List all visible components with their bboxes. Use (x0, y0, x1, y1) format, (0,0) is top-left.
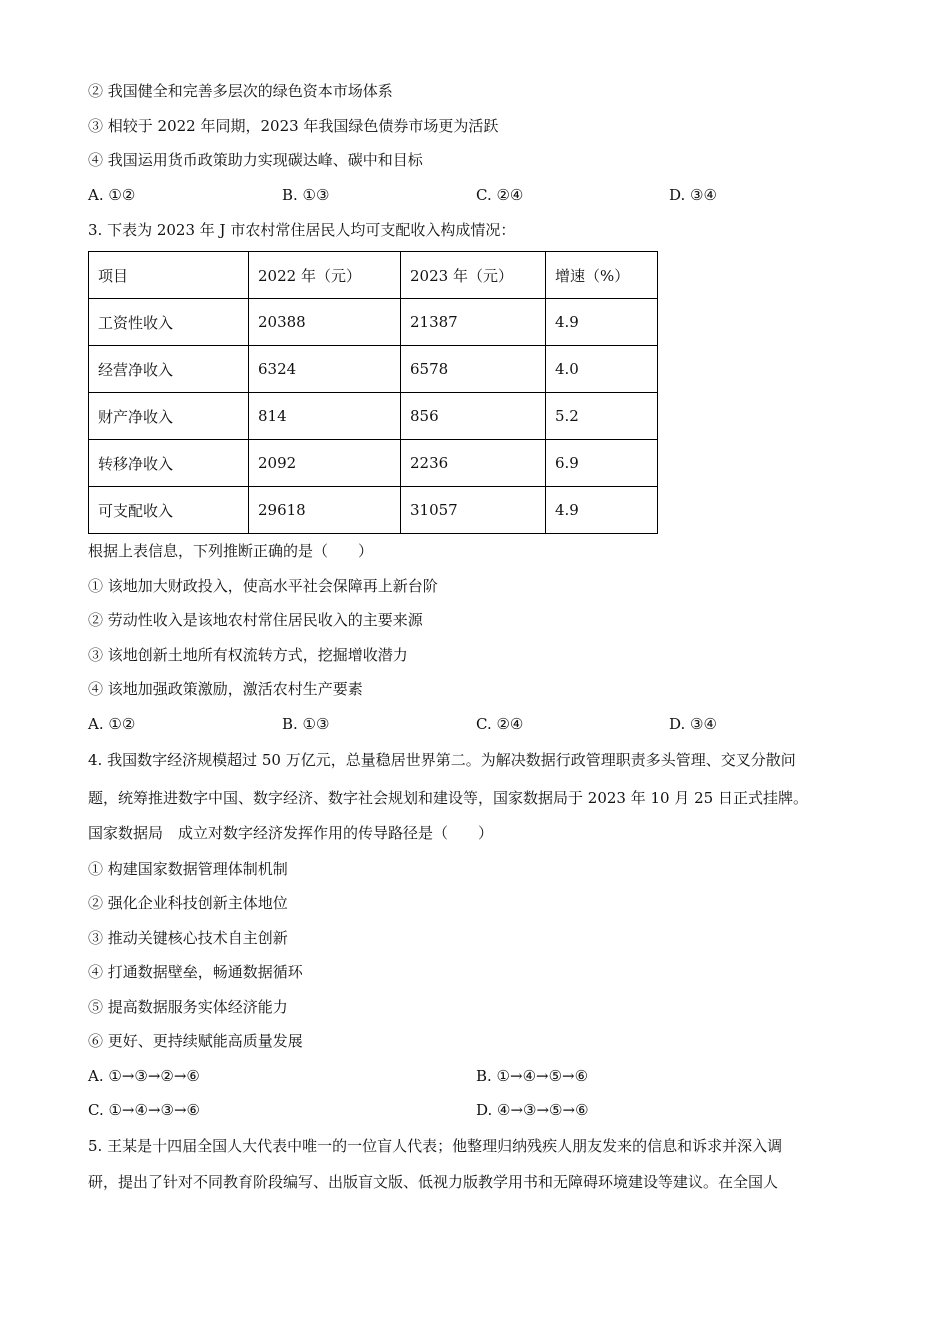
table-cell: 4.9 (546, 299, 658, 346)
q4-choice-a: A. ①→③→②→⑥ (88, 1067, 200, 1085)
table-cell: 财产净收入 (89, 393, 249, 440)
q5-stem-line-1: 5. 王某是十四届全国人大代表中唯一的一位盲人代表；他整理归纳残疾人朋友发来的信息和诉求并深入调 (88, 1137, 783, 1155)
q3-choice-b: B. ①③ (282, 715, 330, 733)
q4-option-3: ③ 推动关键核心技术自主创新 (88, 929, 288, 947)
q3-option-3: ③ 该地创新土地所有权流转方式，挖掘增收潜力 (88, 646, 408, 664)
table-row (89, 346, 658, 393)
table-cell: 工资性收入 (89, 299, 249, 346)
q3-choice-a: A. ①② (88, 715, 136, 733)
prev-option-4: ④ 我国运用货币政策助力实现碳达峰、碳中和目标 (88, 151, 423, 169)
table-cell: 2092 (249, 440, 401, 487)
table-header: 2022 年（元） (249, 252, 401, 299)
q4-stem-line-3: 国家数据局 成立对数字经济发挥作用的传导路径是（ ） (88, 824, 494, 842)
table-cell: 可支配收入 (89, 487, 249, 534)
table-cell: 6.9 (546, 440, 658, 487)
table-cell: 814 (249, 393, 401, 440)
q4-option-1: ① 构建国家数据管理体制机制 (88, 860, 288, 878)
q5-stem-line-2: 研，提出了针对不同教育阶段编写、出版盲文版、低视力版教学用书和无障碍环境建设等建议。在全国人 (88, 1173, 779, 1191)
table-row (89, 440, 658, 487)
table-cell: 6324 (249, 346, 401, 393)
table-cell: 2236 (401, 440, 546, 487)
q4-stem-line-1: 4. 我国数字经济规模超过 50 万亿元，总量稳居世界第二。为解决数据行政管理职责多头管理、交叉分散问 (88, 751, 796, 769)
prev-choice-a: A. ①② (88, 186, 136, 204)
q3-stem: 3. 下表为 2023 年 J 市农村常住居民人均可支配收入构成情况： (88, 221, 516, 239)
q3-choice-d: D. ③④ (669, 715, 717, 733)
q3-option-4: ④ 该地加强政策激励，激活农村生产要素 (88, 680, 363, 698)
prev-choice-d: D. ③④ (669, 186, 717, 204)
table-cell: 转移净收入 (89, 440, 249, 487)
table-header-row (89, 252, 658, 299)
q4-option-4: ④ 打通数据壁垒，畅通数据循环 (88, 963, 303, 981)
q4-choice-d: D. ④→③→⑤→⑥ (476, 1101, 589, 1119)
q4-option-6: ⑥ 更好、更持续赋能高质量发展 (88, 1032, 303, 1050)
prev-option-2: ② 我国健全和完善多层次的绿色资本市场体系 (88, 82, 393, 100)
table-cell: 29618 (249, 487, 401, 534)
table-row (89, 393, 658, 440)
q3-option-2: ② 劳动性收入是该地农村常住居民收入的主要来源 (88, 611, 423, 629)
table-cell: 20388 (249, 299, 401, 346)
q3-choice-c: C. ②④ (476, 715, 524, 733)
table-row (89, 487, 658, 534)
prev-choice-b: B. ①③ (282, 186, 330, 204)
table-cell: 6578 (401, 346, 546, 393)
q3-option-1: ① 该地加大财政投入，使高水平社会保障再上新台阶 (88, 577, 438, 595)
prev-choice-c: C. ②④ (476, 186, 524, 204)
table-cell: 31057 (401, 487, 546, 534)
q4-option-5: ⑤ 提高数据服务实体经济能力 (88, 998, 288, 1016)
table-header: 项目 (89, 252, 249, 299)
q4-stem-line-2: 题，统筹推进数字中国、数字经济、数字社会规划和建设等，国家数据局于 2023 年 10 月 25 日正式挂牌。 (88, 789, 808, 807)
table-cell: 4.0 (546, 346, 658, 393)
table-cell: 5.2 (546, 393, 658, 440)
table-cell: 21387 (401, 299, 546, 346)
prev-option-3: ③ 相较于 2022 年同期，2023 年我国绿色债券市场更为活跃 (88, 117, 499, 135)
table-row (89, 299, 658, 346)
table-header: 2023 年（元） (401, 252, 546, 299)
table-header: 增速（%） (546, 252, 658, 299)
income-table (88, 251, 658, 534)
table-cell: 856 (401, 393, 546, 440)
table-cell: 经营净收入 (89, 346, 249, 393)
table-cell: 4.9 (546, 487, 658, 534)
q4-option-2: ② 强化企业科技创新主体地位 (88, 894, 288, 912)
q4-choice-c: C. ①→④→③→⑥ (88, 1101, 200, 1119)
q4-choice-b: B. ①→④→⑤→⑥ (476, 1067, 589, 1085)
q3-question: 根据上表信息，下列推断正确的是（ ） (88, 542, 374, 560)
